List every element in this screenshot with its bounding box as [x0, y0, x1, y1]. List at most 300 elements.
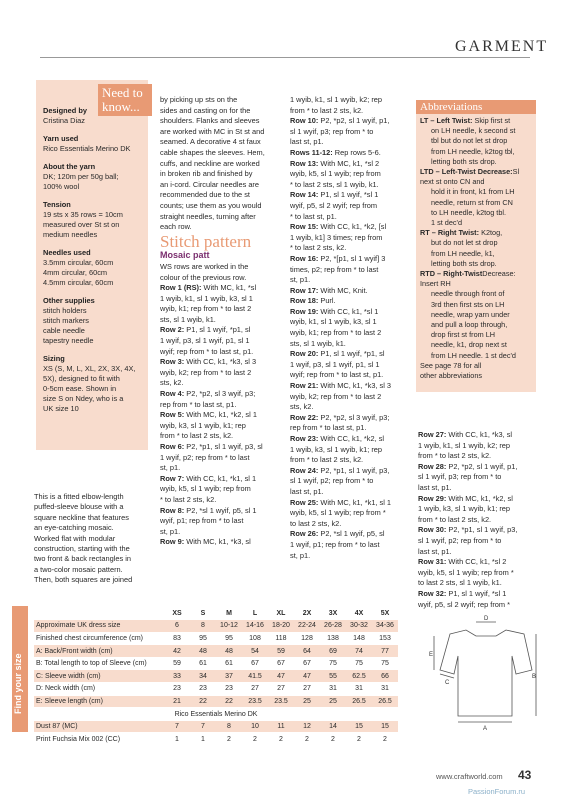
pattern-row-line	[160, 506, 284, 517]
pattern-row	[290, 498, 412, 530]
pattern-row-line	[290, 275, 412, 286]
abbreviation-text: letting both sts drop.	[431, 258, 497, 268]
row-text: sl 1 wyif, p2; rep from * to	[290, 476, 374, 486]
intro-line: square neckline that features	[34, 512, 129, 522]
size-cell: 25	[320, 695, 346, 708]
size-row-label: E: Sleeve length (cm)	[34, 695, 164, 708]
size-row-label: Finished chest circumference (cm)	[34, 632, 164, 645]
size-cell: 21	[164, 695, 190, 708]
pattern-row-line	[290, 498, 412, 509]
pattern-row-line	[160, 294, 284, 305]
size-cell: 31	[346, 683, 372, 696]
size-cell: 15	[372, 720, 398, 733]
size-cell: 48	[190, 645, 216, 658]
size-cell: 34-36	[372, 620, 398, 633]
size-cell: 23	[164, 683, 190, 696]
need-to-know-badge: Need to know...	[98, 84, 152, 116]
stitch-pattern-heading: Stitch pattern	[160, 231, 252, 251]
size-cell: 75	[346, 657, 372, 670]
size-cell: 66	[372, 670, 398, 683]
row-text: P2, *p2, sl 3 wyif, p3;	[318, 412, 390, 422]
pattern-row-line	[290, 106, 412, 117]
pattern-row-line	[160, 484, 284, 495]
info-line: DK; 120m per 50g ball;	[43, 172, 119, 181]
row-label: Row 32:	[418, 588, 447, 598]
row-label: Row 25:	[290, 497, 319, 507]
intro-line: straight needles, turning after	[160, 211, 256, 221]
info-heading: Needles used	[43, 248, 91, 257]
row-text: 1 wyib, k1] 3 times; rep from	[290, 232, 383, 242]
size-cell: 31	[372, 683, 398, 696]
row-text: wyib, k5, sl 1 wyib; rep from	[290, 169, 381, 179]
row-text: wyib, k5, sl 1 wyib; rep from	[160, 484, 251, 494]
row-text: sl 1 wyif, p3; rep from * to	[290, 126, 374, 136]
abbreviations-heading: Abbreviations	[416, 100, 536, 114]
pattern-row-line	[290, 180, 412, 191]
pattern-row-line	[160, 442, 284, 453]
pattern-row-line	[160, 410, 284, 421]
row-text: With CC, k1, *k2, [sl	[318, 222, 387, 232]
pattern-row-line	[290, 201, 412, 212]
abbreviation-item	[420, 228, 532, 269]
info-line: 3.5mm circular, 60cm	[43, 258, 114, 267]
intro-line: recommended due to the st	[160, 190, 250, 200]
row-text: wyib, k3, sl 1 wyib, k1; rep	[160, 420, 246, 430]
pattern-row-line	[418, 547, 536, 558]
intro-continued	[160, 95, 284, 233]
pattern-row	[418, 430, 536, 462]
diagram-label-d: D	[484, 616, 489, 622]
row-text: from * to last 2 sts, k2.	[290, 455, 364, 465]
row-text: sts, k2.	[290, 402, 314, 412]
pattern-row-line	[418, 557, 536, 568]
row-text: sts, k2.	[160, 378, 184, 388]
intro-line: are worked with MC in St st and	[160, 126, 265, 136]
size-header-cell: M	[216, 607, 242, 620]
pattern-row-line	[418, 600, 536, 611]
pattern-row-line	[290, 243, 412, 254]
pattern-row-line	[418, 589, 536, 600]
row-text: With MC, k1, *k2, sl	[446, 493, 513, 503]
pattern-row	[290, 307, 412, 349]
pattern-row	[290, 148, 412, 159]
row-text: from * to last 2 sts, k2.	[290, 105, 364, 115]
row-label: Row 4:	[160, 389, 185, 399]
mosaic-note	[160, 262, 284, 283]
row-text: P2, *p2, sl 1 wyif, p1,	[318, 116, 390, 126]
abbreviation-line	[420, 320, 532, 330]
size-row	[34, 645, 398, 658]
abbreviation-term: RTD – Right-Twist	[420, 269, 483, 279]
section-title: GARMENT	[455, 38, 549, 55]
size-cell: 23.5	[242, 695, 268, 708]
abbreviation-footer-line: See page 78 for all	[420, 360, 482, 370]
size-cell: 83	[164, 632, 190, 645]
intro-line: seamed. A decorative 4 st faux	[160, 137, 261, 147]
pattern-row-line	[160, 378, 284, 389]
row-text: wyif; rep from * to last st, p1.	[160, 346, 254, 356]
diagram-label-b: B	[532, 674, 537, 680]
size-row	[34, 657, 398, 670]
abbreviation-line	[420, 289, 532, 299]
row-text: wyib, k1; rep from * to last 2	[160, 304, 252, 314]
abbreviation-line	[420, 208, 532, 218]
note-line: WS rows are worked in the	[160, 261, 249, 271]
row-text: wyif, p5, sl 2 wyif; rep from	[290, 200, 378, 210]
size-header-cell: S	[190, 607, 216, 620]
row-text: P1, sl 1 wyif, *p1, sl	[318, 349, 385, 359]
row-text: P2, *sl 1 wyif, p5, sl 1	[184, 505, 257, 515]
row-text: With CC, k1, *k2, sl	[318, 434, 385, 443]
pattern-row-line	[290, 222, 412, 233]
row-label: Row 6:	[160, 442, 185, 451]
row-label: Row 14:	[290, 190, 319, 200]
size-row	[34, 733, 398, 746]
size-row-label: B: Total length to top of Sleeve (cm)	[34, 657, 164, 670]
pattern-row	[160, 442, 284, 474]
info-section	[43, 248, 148, 288]
info-line: 5X), designed to fit with	[43, 374, 120, 383]
pattern-row-line	[290, 551, 412, 562]
pattern-row-line	[418, 441, 536, 452]
pattern-row-line	[290, 127, 412, 138]
pattern-row-line	[418, 430, 536, 441]
pattern-column-3	[418, 430, 536, 610]
row-label: Row 1 (RS):	[160, 283, 202, 293]
row-text: wyib, k1; rep from * to last 2	[290, 328, 382, 338]
size-row	[34, 670, 398, 683]
pattern-row-line	[290, 254, 412, 265]
size-cell: 10	[242, 720, 268, 733]
info-heading: Designed by	[43, 106, 87, 115]
find-your-size-label: Find your size	[13, 653, 23, 714]
info-heading: About the yarn	[43, 162, 96, 171]
size-cell: 148	[346, 632, 372, 645]
row-text: Rep rows 5-6.	[332, 147, 381, 157]
row-text: 1 wyif, p2; rep from * to last	[160, 452, 250, 462]
size-cell: 23	[216, 683, 242, 696]
row-text: With CC, k1, *k3, sl	[446, 430, 513, 439]
size-cell: 6	[164, 620, 190, 633]
pattern-row	[290, 159, 412, 191]
size-cell: 54	[242, 645, 268, 658]
diagram-label-a: A	[483, 726, 488, 732]
pattern-row	[290, 116, 412, 148]
intro-line: Then, both squares are joined	[34, 575, 133, 585]
info-line: Cristina Diaz	[43, 116, 85, 125]
pattern-row-line	[290, 233, 412, 244]
size-header-cell: 4X	[346, 607, 372, 620]
pattern-row-line	[160, 516, 284, 527]
info-line: 4mm circular, 60cm	[43, 268, 108, 277]
size-cell: 34	[190, 670, 216, 683]
intro-line: two front & back rectangles in	[34, 554, 131, 564]
size-cell: 14	[320, 720, 346, 733]
row-text: last st, p1.	[418, 482, 452, 492]
pattern-row-line	[290, 519, 412, 530]
row-text: With CC, k1, *k3, sl 3	[184, 357, 257, 367]
size-cell: 118	[268, 632, 294, 645]
row-text: 1 wyib, k1, sl 1 wyib, k3, sl 1	[160, 293, 253, 303]
pattern-row	[290, 254, 412, 286]
size-cell: 62.5	[346, 670, 372, 683]
pattern-row	[290, 434, 412, 466]
pattern-row	[418, 589, 536, 610]
size-cell: 74	[346, 645, 372, 658]
pattern-row-line	[290, 487, 412, 498]
row-text: With MC, k1, *sl 2	[318, 158, 380, 168]
size-row-label: D: Neck width (cm)	[34, 683, 164, 696]
pattern-row-line	[290, 169, 412, 180]
pattern-row-line	[290, 455, 412, 466]
info-heading: Yarn used	[43, 134, 79, 143]
pattern-row-line	[290, 445, 412, 456]
info-section	[43, 106, 148, 126]
pattern-row-line	[290, 148, 412, 159]
pattern-row-line	[290, 540, 412, 551]
info-line: 19 sts x 35 rows = 10cm	[43, 210, 123, 219]
pattern-row-line	[160, 336, 284, 347]
size-cell: 8	[190, 620, 216, 633]
row-text: P1, sl 1 wyif, *sl 1	[446, 588, 507, 598]
pattern-row-line	[160, 537, 284, 548]
row-label: Rows 11-12:	[290, 147, 333, 157]
pattern-row-line	[290, 212, 412, 223]
abbreviation-text: hold it in front, k1 from LH	[431, 187, 515, 197]
size-cell: 67	[242, 657, 268, 670]
row-text: rep from * to last st, p1.	[160, 399, 237, 409]
row-list	[160, 283, 284, 548]
abbreviation-line	[420, 218, 532, 228]
pattern-row	[160, 357, 284, 389]
need-to-know-content	[43, 106, 148, 422]
pattern-row	[418, 462, 536, 494]
info-line: 100% wool	[43, 182, 80, 191]
row-text: 1 wyib, k3, sl 1 wyib, k1; rep	[290, 444, 383, 454]
abbreviation-text: needle, wrap yarn under	[431, 309, 510, 319]
row-text: P2, *sl 1 wyif, p5, sl	[318, 529, 385, 539]
pattern-row	[418, 494, 536, 526]
row-text: With CC, k1, *sl 2	[446, 557, 507, 567]
row-label: Row 22:	[290, 412, 319, 422]
size-cell: 2	[346, 733, 372, 746]
pattern-row	[160, 389, 284, 410]
pattern-row	[290, 381, 412, 413]
row-text: from * to last 2 sts, k2.	[418, 514, 492, 524]
pattern-row	[290, 413, 412, 434]
info-line: UK size 10	[43, 404, 79, 413]
abbreviation-text: Decrease: Insert RH	[420, 269, 516, 289]
size-cell: 27	[294, 683, 320, 696]
abbreviations-panel	[416, 100, 536, 392]
pattern-row-line	[418, 451, 536, 462]
abbreviation-text: needle through front of	[431, 289, 505, 299]
size-cell: 42	[164, 645, 190, 658]
size-cell: 95	[216, 632, 242, 645]
row-text: 1 wyib, k1, sl 1 wyib, k2; rep	[418, 440, 511, 450]
size-cell: 41.5	[242, 670, 268, 683]
row-text: P2, *[p1, sl 1 wyif] 3	[318, 253, 386, 263]
pattern-row-line	[160, 368, 284, 379]
size-cell: 2	[294, 733, 320, 746]
pattern-row-line	[418, 462, 536, 473]
info-line: medium needles	[43, 230, 98, 239]
size-row	[34, 620, 398, 633]
pattern-row-line	[160, 347, 284, 358]
intro-line: shoulders. Flanks and sleeves	[160, 116, 260, 126]
row-text: P2, *p2, sl 3 wyif, p3;	[184, 389, 256, 399]
row-text: to last 2 sts, k2.	[290, 518, 342, 528]
size-cell: 61	[216, 657, 242, 670]
pattern-row-line	[418, 568, 536, 579]
pattern-row	[290, 95, 412, 116]
pattern-row-line	[290, 370, 412, 381]
pattern-row-line	[160, 389, 284, 400]
pattern-row-line	[418, 515, 536, 526]
pattern-row	[290, 190, 412, 222]
abbreviation-term: RT – Right Twist:	[420, 228, 480, 238]
diagram-label-e: E	[429, 652, 434, 658]
pattern-row-line	[290, 529, 412, 540]
row-label: Row 17:	[290, 285, 319, 295]
row-text: With CC, k1, *sl 1	[318, 306, 379, 316]
size-cell: 47	[294, 670, 320, 683]
row-text: P2, *p1, sl 1 wyif, p3, sl	[184, 442, 263, 451]
row-list	[418, 430, 536, 610]
row-label: Row 31:	[418, 557, 447, 567]
abbreviation-text: K2tog,	[479, 228, 503, 238]
size-cell: 48	[216, 645, 242, 658]
pattern-row-line	[290, 392, 412, 403]
abbreviation-line	[420, 167, 532, 187]
row-text: st, p1.	[290, 550, 311, 560]
row-text: 1 wyib, k3, sl 1 wyib, k1; rep	[418, 504, 511, 514]
row-label: Row 21:	[290, 381, 319, 391]
row-text: P2, *p2, sl 1 wyif, p1,	[446, 461, 518, 471]
row-text: from * to last 2 sts, k2.	[418, 451, 492, 461]
size-cell: 2	[320, 733, 346, 746]
abbreviation-text: to LH needle, k2tog tbl.	[431, 207, 507, 217]
pattern-row-line	[290, 317, 412, 328]
abbreviation-line	[420, 330, 532, 340]
row-text: * to last 2 sts, k2.	[160, 494, 217, 504]
pattern-row-line	[160, 325, 284, 336]
row-label: Row 19:	[290, 306, 319, 316]
abbreviation-text: 1 st dec'd	[431, 218, 463, 228]
pattern-row-line	[290, 159, 412, 170]
size-cell: 11	[268, 720, 294, 733]
abbreviation-text: and pull a loop through,	[431, 320, 508, 330]
info-line: measured over St st on	[43, 220, 120, 229]
row-label: Row 20:	[290, 349, 319, 359]
size-cell: 25	[294, 695, 320, 708]
pattern-row-line	[160, 527, 284, 538]
pattern-row-line	[418, 536, 536, 547]
intro-line: in broken rib and finished by	[160, 169, 253, 179]
info-line: 4.5mm circular, 60cm	[43, 278, 114, 287]
pattern-row-line	[290, 116, 412, 127]
size-cell: 27	[268, 683, 294, 696]
intro-line: counts; use them as you would	[160, 200, 262, 210]
info-line: stitch holders	[43, 306, 87, 315]
pattern-row-line	[290, 434, 412, 445]
info-line: tapestry needle	[43, 336, 94, 345]
pattern-row-line	[290, 402, 412, 413]
intro-line: Worked flat with modular	[34, 533, 116, 543]
diagram-label-c: C	[445, 680, 450, 686]
size-cell: 22	[216, 695, 242, 708]
info-section	[43, 200, 148, 240]
abbreviations-list	[416, 114, 536, 383]
yarn-heading: Rico Essentials Merino DK	[34, 708, 398, 721]
row-text: P1, sl 1 wyif, *sl 1	[318, 190, 379, 200]
row-label: Row 27:	[418, 430, 447, 439]
pattern-row	[160, 537, 284, 548]
pattern-row-line	[290, 296, 412, 307]
pattern-row-line	[160, 304, 284, 315]
info-line: Rico Essentials Merino DK	[43, 144, 131, 153]
row-text: With MC, Knit.	[318, 285, 368, 295]
info-line: XS (S, M, L, XL, 2X, 3X, 4X,	[43, 364, 136, 373]
footer-url: www.craftworld.com	[436, 772, 503, 781]
row-label: Row 28:	[418, 461, 447, 471]
size-row-label: A: Back/Front width (cm)	[34, 645, 164, 658]
size-header-cell: 2X	[294, 607, 320, 620]
abbreviation-text: from LH needle. 1 st dec'd	[431, 350, 516, 360]
row-label: Row 10:	[290, 116, 319, 126]
intro-text	[34, 492, 152, 586]
watermark: PassionForum.ru	[468, 787, 526, 796]
row-text: * to last st, p1.	[290, 211, 337, 221]
abbreviation-text: letting both sts drop.	[431, 156, 497, 166]
row-text: last st, p1.	[418, 546, 452, 556]
abbreviation-line	[420, 116, 532, 126]
row-label: Row 23:	[290, 434, 319, 443]
pattern-row	[160, 410, 284, 442]
size-header-cell: L	[242, 607, 268, 620]
size-cell: 75	[372, 657, 398, 670]
note-line: colour of the previous row.	[160, 272, 247, 282]
intro-line: cable shapes the sleeves. Hem,	[160, 147, 265, 157]
size-cell: 23.5	[268, 695, 294, 708]
info-section	[43, 354, 148, 414]
size-cell: 30-32	[346, 620, 372, 633]
size-cell: 64	[294, 645, 320, 658]
info-line: size S on Ndey, who is a	[43, 394, 124, 403]
size-cell: 10-12	[216, 620, 242, 633]
pattern-row	[160, 325, 284, 357]
size-cell: 26-28	[320, 620, 346, 633]
intro-line: construction, starting with the	[34, 544, 130, 554]
pattern-row-line	[160, 453, 284, 464]
pattern-row-line	[418, 494, 536, 505]
row-text: sl 1 wyif, p2; rep from * to	[418, 535, 502, 545]
pattern-row-line	[418, 483, 536, 494]
pattern-row-line	[290, 423, 412, 434]
size-cell: 22	[190, 695, 216, 708]
abbreviation-line	[420, 249, 532, 259]
row-list	[290, 95, 412, 561]
row-label: Row 24:	[290, 465, 319, 475]
intro-line: an i-cord. Circular needles are	[160, 179, 259, 189]
abbreviation-line	[420, 259, 532, 269]
row-text: st, p1.	[160, 463, 181, 473]
size-cell: 59	[268, 645, 294, 658]
pattern-row-line	[160, 283, 284, 294]
row-text: last st, p1.	[290, 486, 324, 496]
pattern-row	[290, 286, 412, 297]
abbreviation-text: from LH needle, k2tog tbl,	[431, 146, 515, 156]
